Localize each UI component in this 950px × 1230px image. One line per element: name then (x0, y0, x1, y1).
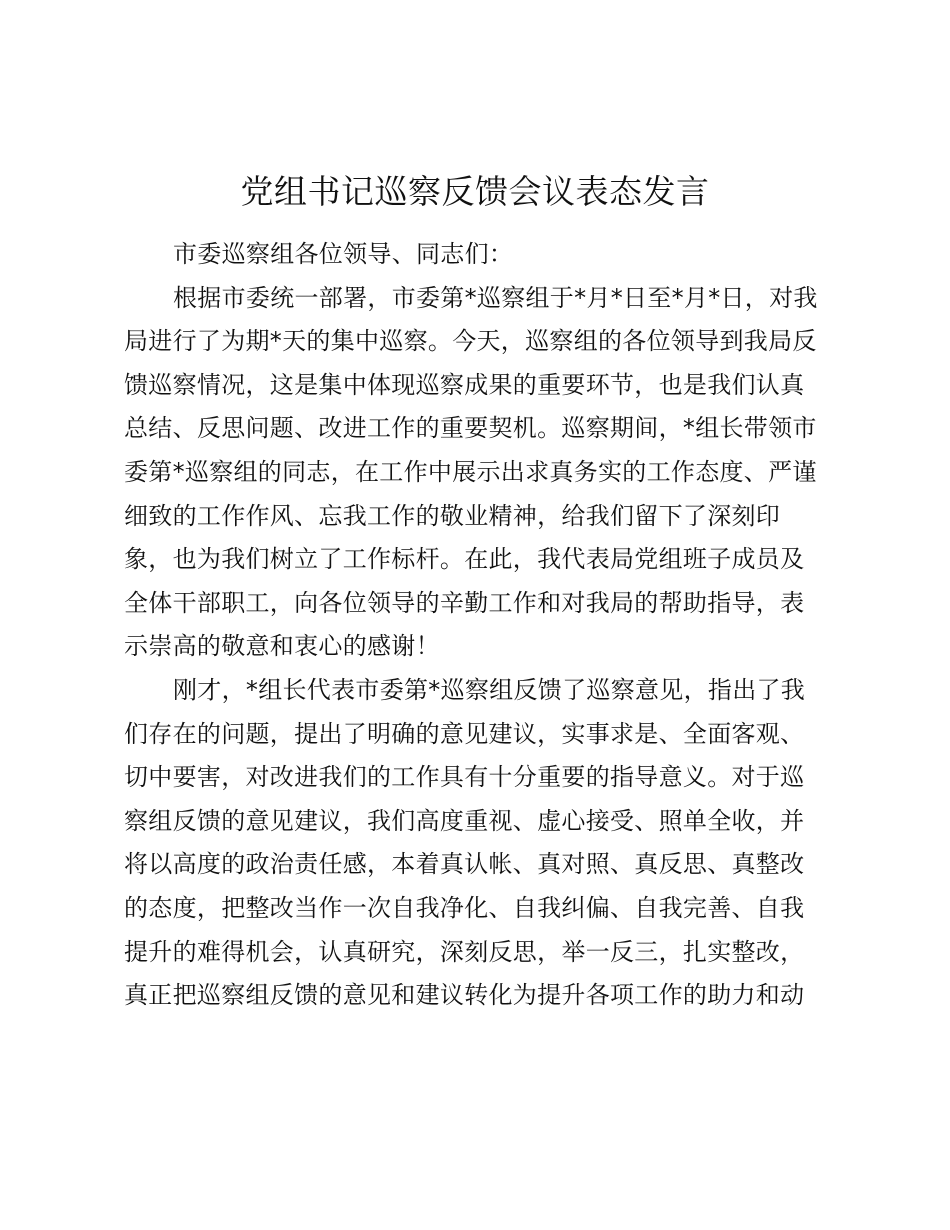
paragraph-1-line-4: 总结、反思问题、改进工作的重要契机。巡察期间，*组长带领市 (124, 414, 817, 443)
paragraph-2-line-3: 切中要害，对改进我们的工作具有十分重要的指导意义。对于巡 (124, 763, 805, 792)
document-body (124, 233, 836, 1018)
paragraph-2-line-6: 的态度，把整改当作一次自我净化、自我纠偏、自我完善、自我 (124, 893, 805, 922)
paragraph-2-line-2: 们存在的问题，提出了明确的意见建议，实事求是、全面客观、 (124, 719, 805, 748)
paragraph-1-line-2: 局进行了为期*天的集中巡察。今天，巡察组的各位领导到我局反 (124, 327, 817, 356)
paragraph-2-line-1: 刚才，*组长代表市委第*巡察组反馈了巡察意见，指出了我 (173, 675, 806, 704)
document-title: 党组书记巡察反馈会议表态发言 (240, 172, 710, 211)
paragraph-2-line-8: 真正把巡察组反馈的意见和建议转化为提升各项工作的助力和动 (124, 981, 805, 1010)
paragraph-2-line-4: 察组反馈的意见建议，我们高度重视、虚心接受、照单全收，并 (124, 806, 805, 835)
paragraph-1-line-5: 委第*巡察组的同志，在工作中展示出求真务实的工作态度、严谨 (124, 457, 817, 486)
paragraph-1-line-1: 根据市委统一部署，市委第*巡察组于*月*日至*月*日，对我 (173, 283, 818, 312)
salutation-line: 市委巡察组各位领导、同志们： (173, 240, 514, 268)
paragraph-2-line-5: 将以高度的政治责任感，本着真认帐、真对照、真反思、真整改 (124, 850, 805, 879)
paragraph-2-line-7: 提升的难得机会，认真研究，深刻反思，举一反三，扎实整改， (124, 937, 805, 966)
paragraph-1-line-6: 细致的工作作风、忘我工作的敬业精神，给我们留下了深刻印 (124, 501, 781, 530)
paragraph-1-line-9: 示崇高的敬意和衷心的感谢！ (124, 632, 440, 661)
paragraph-1-line-3: 馈巡察情况，这是集中体现巡察成果的重要环节，也是我们认真 (124, 370, 805, 399)
paragraph-1-line-7: 象，也为我们树立了工作标杆。在此，我代表局党组班子成员及 (124, 545, 805, 574)
paragraph-1-line-8: 全体干部职工，向各位领导的辛勤工作和对我局的帮助指导，表 (124, 588, 805, 617)
